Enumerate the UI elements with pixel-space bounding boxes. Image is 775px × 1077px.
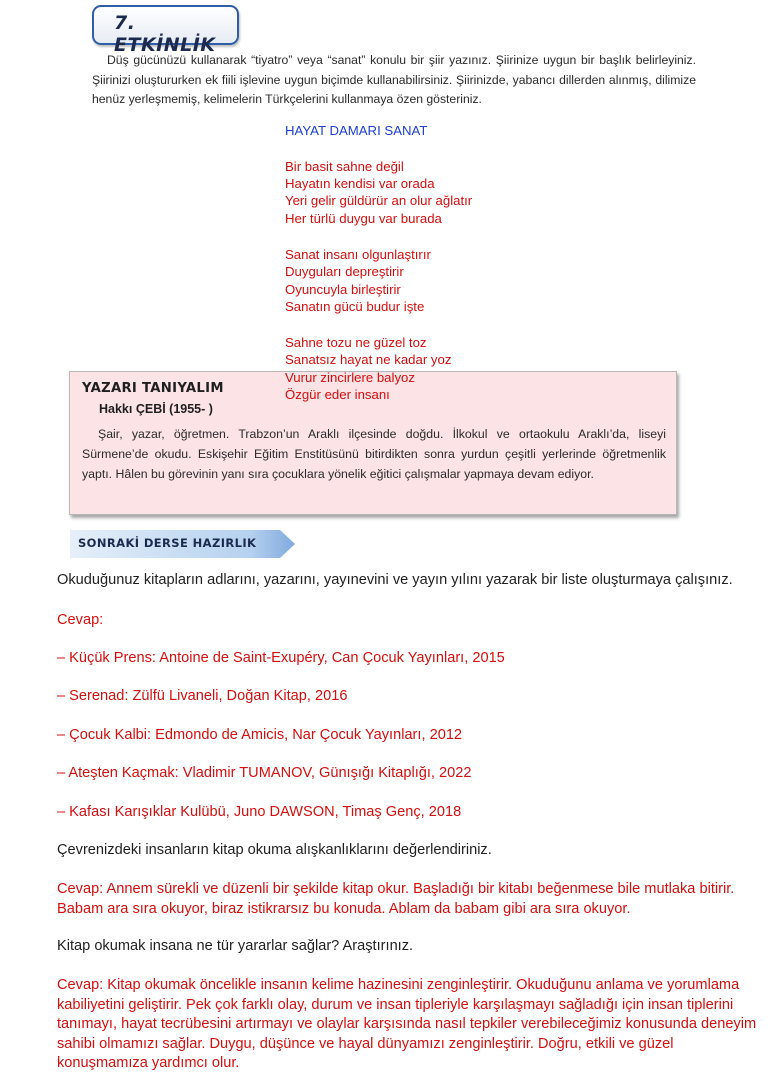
poem-line: Sanatın gücü budur işte <box>285 299 425 314</box>
question-3: Kitap okumak insana ne tür yararlar sağlar? Araştırınız. <box>57 938 414 954</box>
book-item: – Ateşten Kaçmak: Vladimir TUMANOV, Günışığı Kitaplığı, 2022 <box>57 765 472 781</box>
poem-line: Vurur zincirlere balyoz <box>285 370 415 385</box>
answer-3: Cevap: Kitap okumak öncelikle insanın kelime hazinesini zenginleştirir. Okuduğunu anlama ve yorumlama kabiliyetini geliştirir. Pek çok farklı olay, durum ve insan tipleriyle karşılaşmayı sağladığı için insan tiplerini tanımayı, hayat tecrübesini artırmayı ve olaylar karşısında nasıl tepkiler verebileceğimiz konusunda deneyim sahibi olmamızı sağlar. Duygu, düşünce ve hayal dünyamızı zenginleştirir. Doğru, etkili ve güzel konuşmamıza yardımcı olur. <box>57 977 757 1071</box>
book-item: – Serenad: Zülfü Livaneli, Doğan Kitap, 2016 <box>57 688 348 704</box>
activity-badge <box>92 5 239 56</box>
answer-2: Cevap: Annem sürekli ve düzenli bir şekilde kitap okur. Başladığı bir kitabı beğenmese bile mutlaka bitirir. Babam ara sıra okuyor, biraz istikrarsız bu konuda. Ablam da babam gibi ara sıra okuyor. <box>57 881 735 917</box>
poem-title: HAYAT DAMARI SANAT <box>285 123 428 138</box>
book-item: – Kafası Karışıklar Kulübü, Juno DAWSON, Timaş Genç, 2018 <box>57 804 462 820</box>
poem-line: Sanat insanı olgunlaştırır <box>285 247 431 262</box>
author-heading: YAZARI TANIYALIM <box>82 381 224 396</box>
poem-line: Hayatın kendisi var orada <box>285 176 435 191</box>
poem-line: Özgür eder insanı <box>285 387 390 402</box>
poem-line: Yeri gelir güldürür an olur ağlatır <box>285 193 473 208</box>
question-1: Okuduğunuz kitapların adlarını, yazarını, yayınevini ve yayın yılını yazarak bir liste oluşturmaya çalışınız. <box>57 572 733 588</box>
poem-line: Sahne tozu ne güzel toz <box>285 335 427 350</box>
poem-line: Her türlü duygu var burada <box>285 211 442 226</box>
poem-line: Duyguları depreştirir <box>285 264 404 279</box>
activity-instructions: Düş gücünüzü kullanarak “tiyatro” veya “sanat” konulu bir şiir yazınız. Şiirinize uygun bir başlık belirleyiniz. Şiirinizi oluştururken ek fiili işlevine uygun biçimde kullanabilirsiniz. Şiirinizde, yabancı dillerden alınmış, dilimize henüz yerleşmemiş, kelimelerin Türkçelerini kullanmaya özen gösteriniz. <box>92 53 696 106</box>
book-item: – Küçük Prens: Antoine de Saint-Exupéry, Can Çocuk Yayınları, 2015 <box>57 650 505 666</box>
poem-line: Sanatsız hayat ne kadar yoz <box>285 352 452 367</box>
poem-line: Oyuncuyla birleştirir <box>285 282 401 297</box>
next-lesson-label: SONRAKİ DERSE HAZIRLIK <box>78 536 257 550</box>
poem-line: Bir basit sahne değil <box>285 159 404 174</box>
author-bio: Şair, yazar, öğretmen. Trabzon’un Araklı ilçesinde doğdu. İlkokul ve ortaokulu Araklı’da, liseyi Sürmene’de okudu. Eskişehir Eğitim Enstitüsünü bitirdikten sonra yurdun çeşitli yerlerinde öğretmenlik yaptı. Hâlen bu görevinin yanı sıra çocuklara yönelik eğitici çalışmalar yapmaya devam ediyor. <box>82 427 666 481</box>
next-lesson-ribbon <box>70 530 296 558</box>
question-2: Çevrenizdeki insanların kitap okuma alışkanlıklarını değerlendiriniz. <box>57 842 492 858</box>
author-name: Hakkı ÇEBİ (1955- ) <box>99 402 213 416</box>
activity-label: 7. ETKİNLİK <box>114 12 216 56</box>
answer-label: Cevap: <box>57 612 104 628</box>
book-item: – Çocuk Kalbi: Edmondo de Amicis, Nar Çocuk Yayınları, 2012 <box>57 727 463 743</box>
